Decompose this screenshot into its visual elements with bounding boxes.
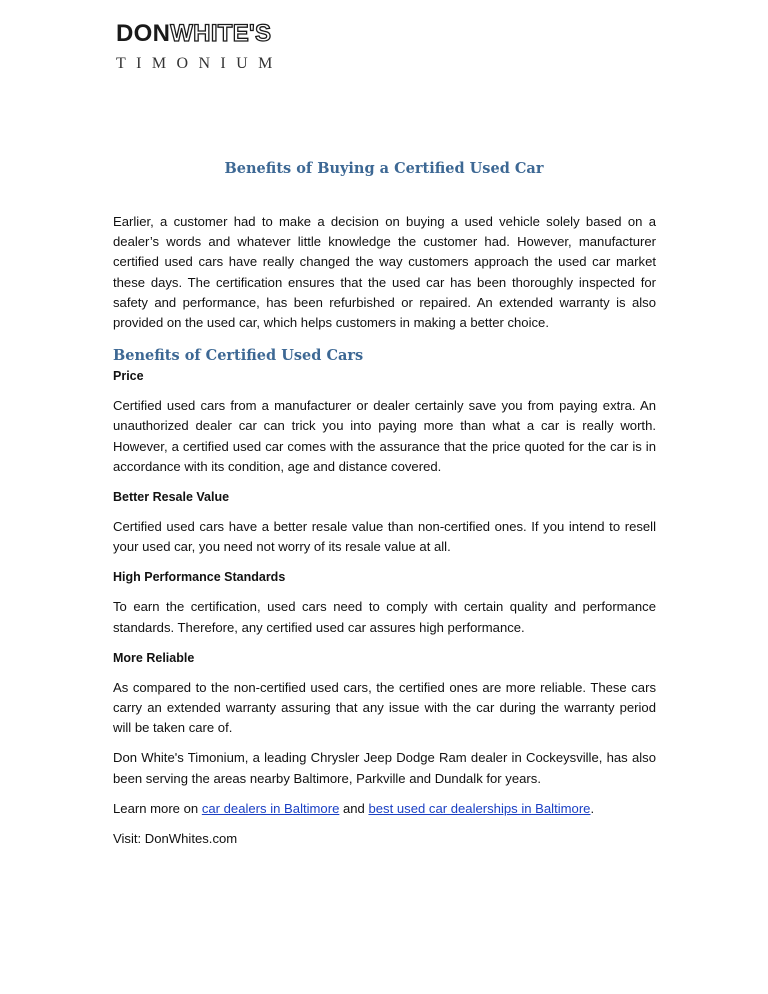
benefit-text-reliable: As compared to the non-certified used cars, the certified ones are more reliable. These cars carry an extended warranty assuring that any issue with the car during the warranty period will be taken care of. <box>113 679 656 736</box>
intro-paragraph: Earlier, a customer had to make a decision on buying a used vehicle solely based on a dealer’s words and whatever little knowledge the customer had. However, manufacturer certified used cars have really changed the way customers approach the used car market these days. The certification ensures that the used car has been thoroughly inspected for safety and performance, has been refurbished or repaired. An extended warranty is also provided on the used car, which helps customers in making a better choice. <box>113 214 656 331</box>
logo-location: TIMONIUM <box>116 55 283 72</box>
benefit-heading-resale: Better Resale Value <box>113 490 230 505</box>
section-heading: Benefits of Certified Used Cars <box>113 347 364 365</box>
visit-line: Visit: DonWhites.com <box>113 831 238 847</box>
benefit-heading-reliable: More Reliable <box>113 650 195 665</box>
company-logo <box>116 20 296 82</box>
document-body <box>113 212 656 849</box>
logo-word-don: DON <box>116 20 171 47</box>
dealer-paragraph: Don White's Timonium, a leading Chrysler Jeep Dodge Ram dealer in Cockeysville, has also been serving the areas nearby Baltimore, Parkville and Dundalk for years. <box>113 750 656 786</box>
benefit-heading-performance: High Performance Standards <box>113 570 286 585</box>
learn-more-line <box>113 799 656 819</box>
learn-more-middle: and <box>339 800 369 816</box>
benefit-text-performance: To earn the certification, used cars need to comply with certain quality and performance standards. Therefore, any certified used car assures high performance. <box>113 599 656 635</box>
logo-wordmark <box>116 20 296 48</box>
learn-more-prefix: Learn more on <box>113 800 202 816</box>
link-car-dealers-baltimore[interactable]: car dealers in Baltimore <box>201 800 340 816</box>
benefit-text-resale: Certified used cars have a better resale value than non-certified ones. If you intend to resell your used car, you need not worry of its resale value at all. <box>113 519 656 555</box>
document-title: Benefits of Buying a Certified Used Car <box>224 160 544 177</box>
benefit-heading-price: Price <box>113 369 144 384</box>
learn-more-suffix: . <box>590 800 595 816</box>
logo-word-whites: WHITE'S <box>170 20 272 47</box>
benefit-text-price: Certified used cars from a manufacturer or dealer certainly save you from paying extra. An unauthorized dealer car can trick you into paying more than what a car is really worth. However, a certified used car comes with the assurance that the price quoted for the car is in accordance with its condition, age and distance covered. <box>113 398 656 474</box>
link-used-car-dealerships-baltimore[interactable]: best used car dealerships in Baltimore <box>368 800 591 816</box>
